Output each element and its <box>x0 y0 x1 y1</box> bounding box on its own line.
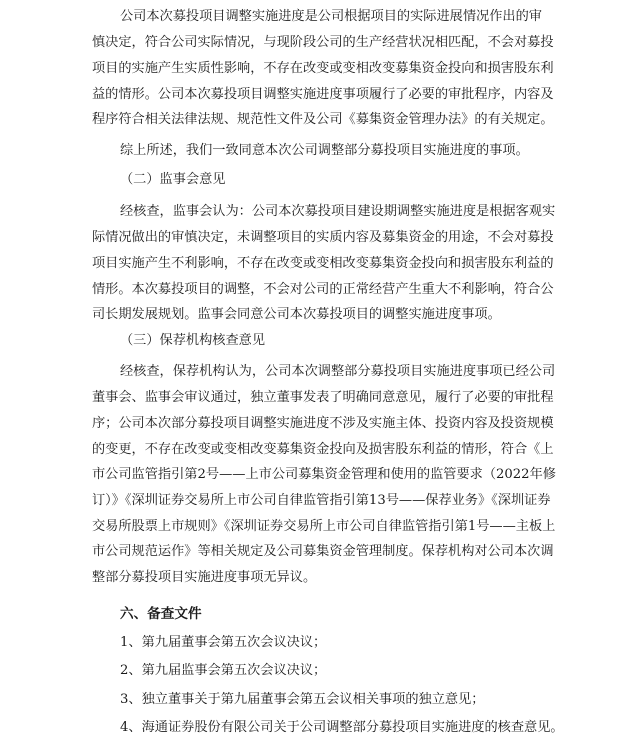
text-line: 项目的实施产生实质性影响，不存在改变或变相改变募集资金投向和损害股东利 <box>92 61 554 76</box>
text-line: 整部分募投项目实施进度事项无异议。 <box>92 570 317 585</box>
text-line: 程序符合相关法律法规、规范性文件及公司《募集资金管理办法》的有关规定。 <box>92 112 554 127</box>
text-line: 际情况做出的审慎决定，未调整项目的实质内容及募集资金的用途，不会对募投 <box>92 230 554 245</box>
text-line: 公司本次募投项目调整实施进度是公司根据项目的实际进展情况作出的审 <box>120 9 542 24</box>
text-line: 董事会、监事会审议通过，独立董事发表了明确同意意见，履行了必要的审批程 <box>92 390 554 405</box>
list-item: 4、海通证券股份有限公司关于公司调整部分募投项目实施进度的核查意见。 <box>120 720 564 735</box>
section-title-sponsor: （三）保荐机构核查意见 <box>120 333 266 348</box>
text-line: 的变更，不存在改变或变相改变募集资金投向及损害股东利益的情形，符合《上 <box>92 442 554 457</box>
summary-paragraph: 综上所述，我们一致同意本次公司调整部分募投项目实施进度的事项。 <box>120 143 529 158</box>
text-line: 慎决定，符合公司实际情况，与现阶段公司的生产经营状况相匹配，不会对募投 <box>92 35 554 50</box>
text-line: 市公司监管指引第2号——上市公司募集资金管理和使用的监管要求（2022年修 <box>92 467 556 482</box>
list-item: 2、第九届监事会第五次会议决议； <box>120 663 327 678</box>
list-item: 1、第九届董事会第五次会议决议； <box>120 635 327 650</box>
section-title-supervisors: （二）监事会意见 <box>120 172 226 187</box>
text-line: 司长期发展规划。监事会同意公司本次募投项目的调整实施进度事项。 <box>92 307 501 322</box>
text-line: 情形。本次募投项目的调整，不会对公司的正常经营产生重大不利影响，符合公 <box>92 282 554 297</box>
text-line: 市公司规范运作》等相关规定及公司募集资金管理制度。保荐机构对公司本次调 <box>92 544 554 559</box>
text-line: 经核查，监事会认为：公司本次募投项目建设期调整实施进度是根据客观实 <box>120 204 556 219</box>
text-line: 序；公司本次部分募投项目调整实施进度不涉及实施主体、投资内容及投资规模 <box>92 416 554 431</box>
text-line: 订）》《深圳证券交易所上市公司自律监管指引第13号——保荐业务》《深圳证券 <box>92 493 551 508</box>
text-line: 经核查，保荐机构认为，公司本次调整部分募投项目实施进度事项已经公司 <box>120 364 556 379</box>
list-item: 3、独立董事关于第九届董事会第五会议相关事项的独立意见； <box>120 692 485 707</box>
text-line: 益的情形。公司本次募投项目调整实施进度事项履行了必要的审批程序，内容及 <box>92 87 554 102</box>
section-heading-reference-docs: 六、备查文件 <box>120 606 202 622</box>
text-line: 项目实施产生不利影响，不存在改变或变相改变募集资金投向和损害股东利益的 <box>92 256 554 271</box>
text-line: 交易所股票上市规则》《深圳证券交易所上市公司自律监管指引第1号——主板上 <box>92 519 556 534</box>
